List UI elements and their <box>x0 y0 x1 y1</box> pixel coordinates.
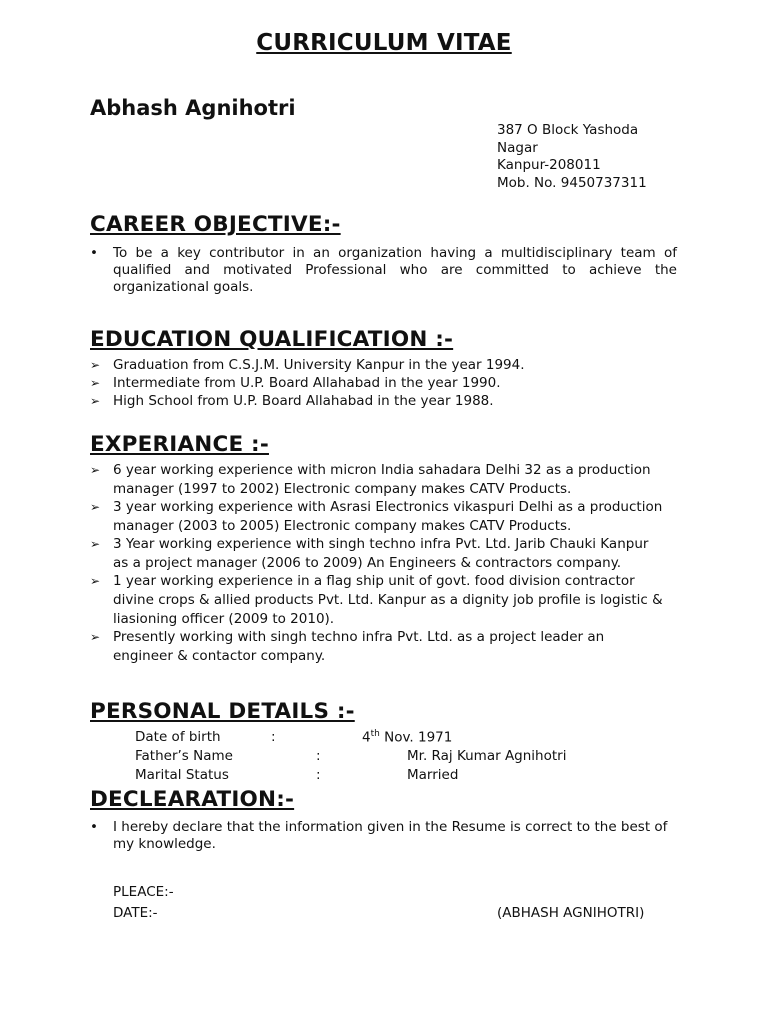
career-objective-heading: CAREER OBJECTIVE:- <box>90 212 341 237</box>
list-item <box>90 356 680 374</box>
address-block <box>497 122 667 192</box>
list-item <box>90 498 680 536</box>
list-item <box>90 535 680 573</box>
address-line-3: Kanpur-208011 <box>497 157 601 173</box>
education-heading: EDUCATION QUALIFICATION :- <box>90 327 454 352</box>
date-label: DATE:- <box>113 905 158 921</box>
education-item-intermediate: Intermediate from U.P. Board Allahabad in the year 1990. <box>113 375 501 391</box>
declaration-list <box>90 819 677 853</box>
experience-list <box>90 461 680 665</box>
arrow-bullet-icon: ➢ <box>90 500 101 514</box>
experience-4-line-2: divine crops & allied products Pvt. Ltd. Kanpur as a dignity job profile is logistic & <box>113 592 663 608</box>
address-line-1: 387 O Block Yashoda <box>497 122 639 138</box>
career-objective-text: To be a key contributor in an organization having a multidisciplinary team of qualified and motivated Professional who are committed to achieve the organizational goals. <box>113 245 677 295</box>
experience-5-line-2: engineer & contactor company. <box>113 648 326 664</box>
father-row <box>135 748 635 767</box>
document-title: CURRICULUM VITAE <box>256 30 512 56</box>
arrow-bullet-icon: ➢ <box>90 574 101 588</box>
education-item-high-school: High School from U.P. Board Allahabad in the year 1988. <box>113 393 494 409</box>
bullet-icon: • <box>90 245 98 261</box>
list-item <box>90 374 680 392</box>
education-item-graduation: Graduation from C.S.J.M. University Kanpur in the year 1994. <box>113 357 525 373</box>
list-item <box>90 572 680 629</box>
experience-3-line-2: as a project manager (2006 to 2009) An Engineers & contractors company. <box>113 555 622 571</box>
mobile-number: Mob. No. 9450737311 <box>497 174 647 191</box>
place-date-block <box>113 882 174 924</box>
marital-label: Marital Status <box>135 767 229 783</box>
list-item <box>90 245 677 296</box>
personal-details-table <box>135 729 635 786</box>
declaration-text: I hereby declare that the information given in the Resume is correct to the best of my knowledge. <box>113 819 668 852</box>
experience-5-line-1: Presently working with singh techno infra Pvt. Ltd. as a project leader an <box>113 629 605 645</box>
place-label: PLEACE:- <box>113 884 174 900</box>
arrow-bullet-icon: ➢ <box>90 537 101 551</box>
marital-colon: : <box>316 767 321 783</box>
experience-4-line-3: liasioning officer (2009 to 2010). <box>113 611 335 627</box>
experience-3-line-1: 3 Year working experience with singh techno infra Pvt. Ltd. Jarib Chauki Kanpur <box>113 536 649 552</box>
experience-2-line-2: manager (2003 to 2005) Electronic company makes CATV Products. <box>113 518 572 534</box>
list-item <box>90 819 677 853</box>
bullet-icon: • <box>90 819 98 835</box>
arrow-bullet-icon: ➢ <box>90 376 101 390</box>
personal-details-heading: PERSONAL DETAILS :- <box>90 699 355 724</box>
arrow-bullet-icon: ➢ <box>90 630 101 644</box>
list-item <box>90 392 680 410</box>
arrow-bullet-icon: ➢ <box>90 358 101 372</box>
dob-day: 4 <box>362 729 371 746</box>
arrow-bullet-icon: ➢ <box>90 463 101 477</box>
address-line-2: Nagar <box>497 139 538 156</box>
father-value: Mr. Raj Kumar Agnihotri <box>407 748 567 764</box>
dob-suffix: th <box>370 729 380 739</box>
list-item <box>90 628 680 666</box>
dob-row <box>135 729 635 748</box>
experience-1-line-2: manager (1997 to 2002) Electronic company makes CATV Products. <box>113 481 572 497</box>
applicant-name: Abhash Agnihotri <box>90 96 296 120</box>
experience-2-line-1: 3 year working experience with Asrasi Electronics vikaspuri Delhi as a production <box>113 499 663 515</box>
career-objective-list <box>90 245 677 296</box>
dob-label: Date of birth <box>135 729 221 745</box>
father-label: Father’s Name <box>135 748 233 764</box>
father-colon: : <box>316 748 321 764</box>
list-item <box>90 461 680 499</box>
experience-4-line-1: 1 year working experience in a flag ship unit of govt. food division contractor <box>113 573 635 589</box>
experience-1-line-1: 6 year working experience with micron India sahadara Delhi 32 as a production <box>113 462 651 478</box>
arrow-bullet-icon: ➢ <box>90 394 101 408</box>
declaration-heading: DECLEARATION:- <box>90 787 295 812</box>
marital-row <box>135 767 635 786</box>
dob-month-year: Nov. 1971 <box>379 729 453 746</box>
dob-value <box>362 729 452 746</box>
marital-value: Married <box>407 767 459 783</box>
experience-heading: EXPERIANCE :- <box>90 432 269 457</box>
education-list <box>90 356 680 410</box>
dob-colon: : <box>271 729 276 745</box>
signature-name: (ABHASH AGNIHOTRI) <box>497 905 645 921</box>
